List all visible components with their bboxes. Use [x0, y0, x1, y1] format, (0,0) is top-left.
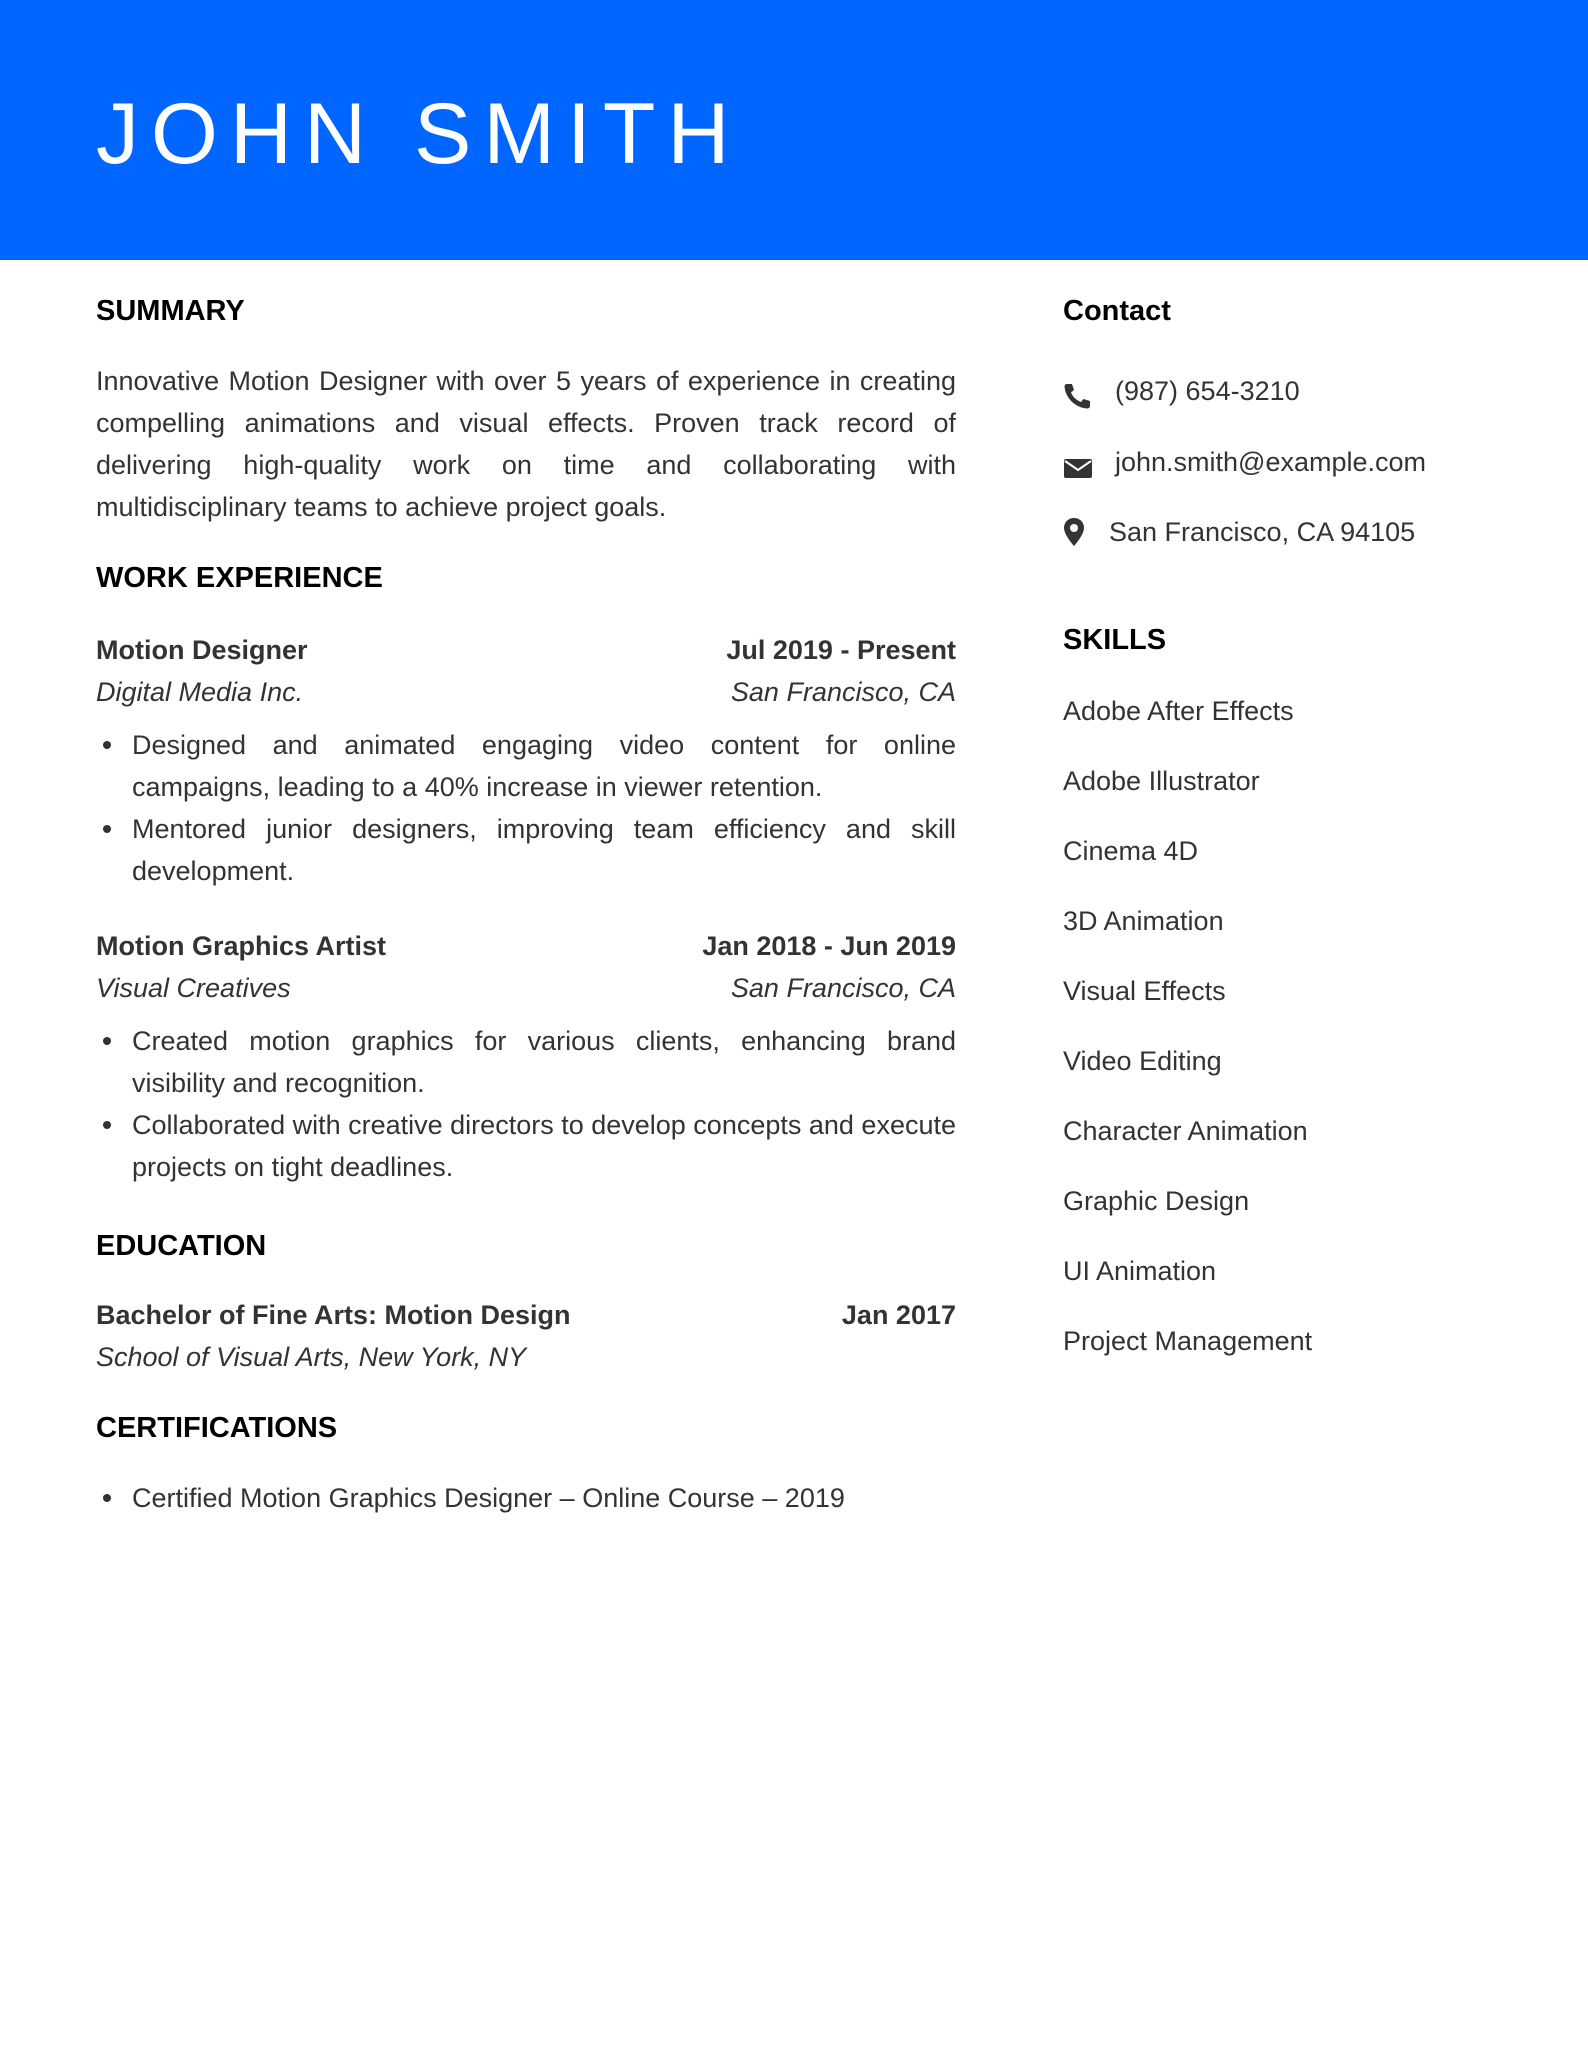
phone-icon: [1063, 379, 1093, 403]
job-title: Motion Designer: [96, 635, 308, 665]
job-company: Digital Media Inc.: [96, 677, 304, 707]
candidate-name: JOHN SMITH: [96, 86, 742, 182]
work-experience-heading: WORK EXPERIENCE: [96, 562, 383, 594]
skill-item: 3D Animation: [1063, 906, 1224, 936]
skill-item: Project Management: [1063, 1326, 1313, 1356]
location-text: San Francisco, CA 94105: [1109, 517, 1416, 547]
school-row: [96, 1336, 956, 1378]
bullet-text: Mentored junior designers, improving team efficiency and skill development.: [132, 814, 956, 886]
skill-item: Character Animation: [1063, 1116, 1308, 1146]
phone-text: (987) 654-3210: [1115, 376, 1300, 406]
degree-title: Bachelor of Fine Arts: Motion Design: [96, 1300, 571, 1330]
job-header-row: [96, 629, 956, 671]
bullet-dot: [103, 1121, 111, 1129]
skill-item: Video Editing: [1063, 1046, 1222, 1076]
bullet-dot: [103, 741, 111, 749]
degree-date: Jan 2017: [841, 1300, 956, 1330]
job-dates: Jul 2019 - Present: [726, 635, 956, 665]
contact-heading: Contact: [1063, 295, 1171, 327]
job-location: San Francisco, CA: [730, 973, 956, 1003]
summary-text: Innovative Motion Designer with over 5 years of experience in creating compelling animations and visual effects. Proven track record of delivering high-quality work on time and collaborating with multidisciplinary teams to achieve project goals.: [96, 366, 956, 522]
list-item: [96, 1104, 956, 1188]
school-name: School of Visual Arts, New York, NY: [96, 1342, 527, 1372]
job-title: Motion Graphics Artist: [96, 931, 387, 961]
envelope-icon: [1063, 450, 1093, 474]
email-text: john.smith@example.com: [1115, 447, 1427, 477]
skill-item: Cinema 4D: [1063, 836, 1199, 866]
bullet-text: Created motion graphics for various clients, enhancing brand visibility and recognition.: [132, 1026, 956, 1098]
job-company-row: [96, 671, 956, 713]
education-row: [96, 1294, 956, 1336]
job-company-row: [96, 967, 956, 1009]
bullet-dot: [103, 1494, 111, 1502]
list-item: [96, 724, 956, 808]
list-item: [96, 1477, 956, 1519]
job-bullets: [96, 724, 956, 892]
bullet-text: Collaborated with creative directors to develop concepts and execute projects on tight deadlines.: [132, 1110, 956, 1182]
job-dates: Jan 2018 - Jun 2019: [702, 931, 956, 961]
certification-text: Certified Motion Graphics Designer – Online Course – 2019: [132, 1483, 845, 1513]
list-item: [96, 808, 956, 892]
skill-item: Visual Effects: [1063, 976, 1226, 1006]
certifications-heading: CERTIFICATIONS: [96, 1412, 338, 1444]
job-company: Visual Creatives: [96, 973, 291, 1003]
certification-list: [96, 1477, 956, 1519]
education-heading: EDUCATION: [96, 1230, 267, 1262]
skills-heading: SKILLS: [1063, 624, 1167, 656]
bullet-dot: [103, 825, 111, 833]
header-banner: [0, 0, 1588, 260]
job-location: San Francisco, CA: [730, 677, 956, 707]
skill-item: Adobe Illustrator: [1063, 766, 1260, 796]
list-item: [96, 1020, 956, 1104]
job-header-row: [96, 925, 956, 967]
skill-item: Graphic Design: [1063, 1186, 1250, 1216]
skill-item: UI Animation: [1063, 1256, 1217, 1286]
map-marker-icon: [1063, 517, 1093, 541]
skill-item: Adobe After Effects: [1063, 696, 1294, 726]
summary-heading: SUMMARY: [96, 295, 245, 327]
bullet-dot: [103, 1037, 111, 1045]
bullet-text: Designed and animated engaging video content for online campaigns, leading to a 40% increase in viewer retention.: [132, 730, 956, 802]
job-bullets: [96, 1020, 956, 1188]
